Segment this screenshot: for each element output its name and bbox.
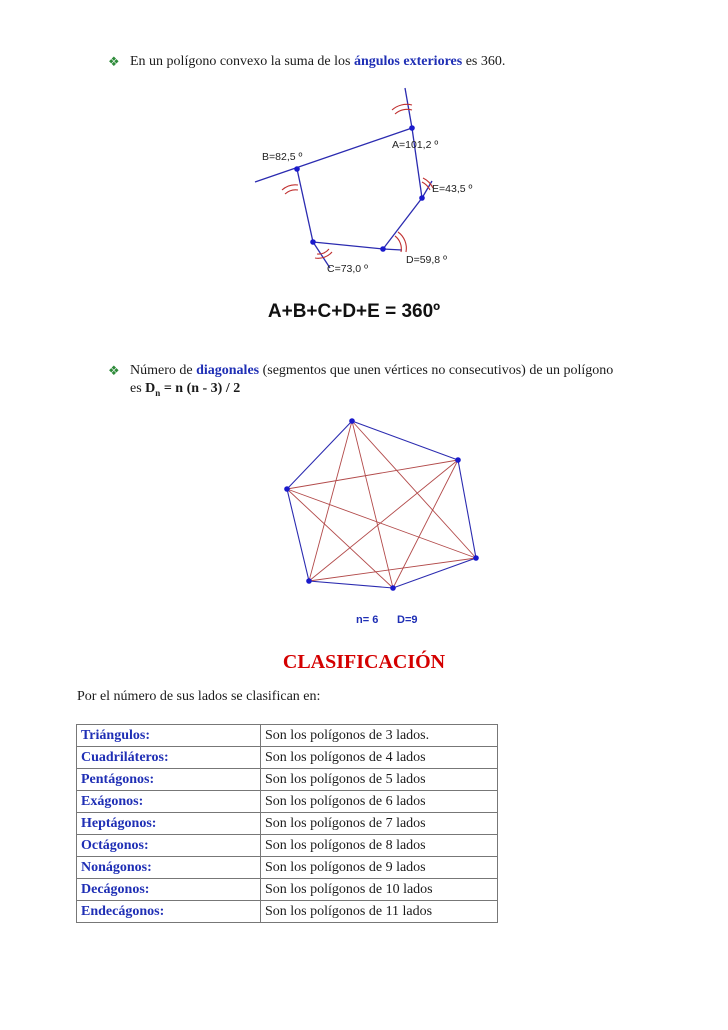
diagonal-1 — [352, 421, 476, 558]
polygon-type-name: Endecágonos: — [77, 901, 261, 923]
arc-b-outer — [282, 185, 298, 190]
polygon-type-name: Triángulos: — [77, 725, 261, 747]
diagonal-2 — [352, 421, 393, 588]
diagonal-7 — [309, 558, 476, 581]
classification-heading: CLASIFICACIÓN — [282, 651, 446, 673]
vertex-c — [310, 239, 316, 245]
polygon-type-description: Son los polígonos de 11 lados — [261, 901, 498, 923]
diagonal-8 — [287, 489, 476, 558]
polygon-type-name: Octágonos: — [77, 835, 261, 857]
table-row — [77, 747, 498, 769]
diagonals-text-before: Número de — [130, 363, 197, 378]
polygon-type-description: Son los polígonos de 9 lados — [261, 857, 498, 879]
formula-subscript: n — [155, 387, 161, 398]
diagonal-5 — [309, 460, 458, 581]
table-row — [77, 791, 498, 813]
table-row — [77, 879, 498, 901]
polygon-type-description: Son los polígonos de 6 lados — [261, 791, 498, 813]
hex-vertex — [455, 457, 461, 463]
vertex-a — [409, 125, 415, 131]
diagonals-highlight: diagonales — [196, 363, 260, 378]
formula-rest: = n (n - 3) / 2 — [160, 381, 241, 396]
vertex-d — [380, 246, 386, 252]
diagonal-6 — [287, 460, 458, 489]
caption-d: D=9 — [397, 614, 418, 626]
exterior-angles-figure — [0, 0, 728, 340]
hex-vertex — [473, 555, 479, 561]
angle-sum-equation: A+B+C+D+E = 360º — [267, 301, 441, 322]
hexagon-outline — [287, 421, 476, 588]
hexagon-sides — [287, 421, 476, 588]
table-body — [77, 725, 498, 923]
polygon-type-description: Son los polígonos de 3 lados. — [261, 725, 498, 747]
table-row — [77, 901, 498, 923]
polygon-type-name: Heptágonos: — [77, 813, 261, 835]
side-dc — [313, 242, 383, 249]
vertex-e — [419, 195, 425, 201]
table-row — [77, 725, 498, 747]
polygon-classification-table — [76, 724, 498, 923]
table-row — [77, 769, 498, 791]
table-row — [77, 813, 498, 835]
classification-intro: Por el número de sus lados se clasifican en: — [77, 689, 321, 704]
polygon-type-description: Son los polígonos de 7 lados — [261, 813, 498, 835]
side-d-extension — [383, 249, 402, 250]
hexagon-diagonal-lines — [287, 421, 476, 588]
formula-prefix: es — [130, 381, 146, 396]
statement-text-after: es 360. — [462, 54, 506, 69]
statement-text-before: En un polígono convexo la suma de los — [130, 54, 354, 69]
angle-labels — [262, 139, 472, 275]
label-e: E=43,5 º — [432, 183, 473, 195]
polygon-type-name: Cuadriláteros: — [77, 747, 261, 769]
polygon-type-description: Son los polígonos de 8 lados — [261, 835, 498, 857]
arc-d-outer — [398, 232, 406, 252]
diagonal-3 — [309, 421, 352, 581]
polygon-type-name: Pentágonos: — [77, 769, 261, 791]
polygon-type-description: Son los polígonos de 4 lados — [261, 747, 498, 769]
hex-vertex — [349, 418, 355, 424]
label-d: D=59,8 º — [406, 254, 447, 266]
side-cb — [297, 169, 313, 242]
label-a: A=101,2 º — [392, 139, 439, 151]
hex-vertex — [306, 578, 312, 584]
bullet-diamond-icon: ❖ — [108, 363, 120, 378]
diagonal-4 — [393, 460, 458, 588]
table-row — [77, 835, 498, 857]
diagonals-text-after: (segmentos que unen vértices no consecutivos) de un polígono — [259, 363, 614, 378]
label-c: C=73,0 º — [327, 263, 368, 275]
table-row — [77, 857, 498, 879]
bullet-diamond-icon: ❖ — [108, 54, 120, 69]
vertex-b — [294, 166, 300, 172]
polygon-type-name: Decágonos: — [77, 879, 261, 901]
side-a-extension — [405, 88, 412, 128]
hexagon-diagonals-figure — [0, 400, 728, 640]
polygon-type-name: Nonágonos: — [77, 857, 261, 879]
formula-d: D — [145, 381, 156, 396]
diagonals-statement-line2 — [130, 380, 240, 402]
caption-n: n= 6 — [356, 614, 379, 626]
polygon-type-name: Exágonos: — [77, 791, 261, 813]
label-b: B=82,5 º — [262, 151, 303, 163]
statement-highlight: ángulos exteriores — [353, 54, 463, 69]
polygon-type-description: Son los polígonos de 5 lados — [261, 769, 498, 791]
hex-vertex — [284, 486, 290, 492]
diagonal-9 — [287, 489, 393, 588]
polygon-type-description: Son los polígonos de 10 lados — [261, 879, 498, 901]
hex-vertex — [390, 585, 396, 591]
arc-b-inner — [285, 190, 298, 194]
diagonals-statement-line1 — [130, 362, 613, 380]
side-ed — [383, 198, 422, 249]
